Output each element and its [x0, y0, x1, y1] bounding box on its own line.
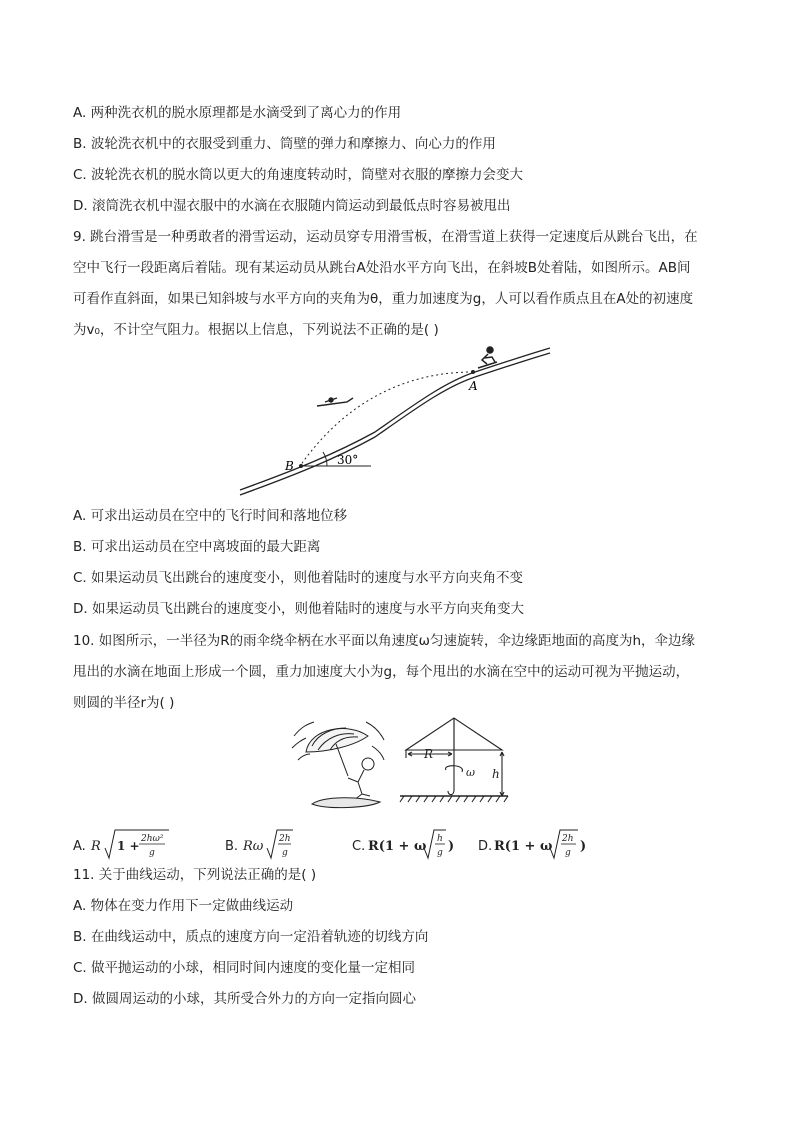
q10-stem-line-1: 10. 如图所示，一半径为R的雨伞绕伞柄在水平面以角速度ω匀速旋转，伞边缘距地面的高度为h，伞边缘 — [73, 633, 696, 649]
q10-option-a-inner: 1 + — [117, 839, 140, 853]
q11-option-d: D. 做圆周运动的小球，其所受合外力的方向一定指向圆心 — [73, 991, 416, 1007]
q10-umbrella-cartoon — [288, 716, 393, 814]
q10-option-a — [73, 828, 213, 864]
q10-option-c-close: ) — [448, 839, 455, 854]
q10-option-c — [352, 828, 462, 864]
q10-option-c-base: R(1 + ω — [368, 839, 427, 854]
label-a: A — [469, 379, 478, 393]
q10-stem-line-2: 甩出的水滴在地面上形成一个圆，重力加速度大小为g，每个甩出的水滴在空中的运动可视为平抛运动， — [73, 664, 690, 680]
q10-option-a-num: 2hω² — [141, 834, 164, 844]
q10-option-b — [225, 828, 315, 864]
label-r: R — [424, 747, 434, 761]
q11-stem: 11. 关于曲线运动，下列说法正确的是( ) — [73, 867, 317, 883]
q8-option-a: A. 两种洗衣机的脱水原理都是水滴受到了离心力的作用 — [73, 105, 402, 121]
q9-stem-line-2: 空中飞行一段距离后着陆。现有某运动员从跳台A处沿水平方向飞出，在斜坡B处着陆，如图所示。AB间 — [73, 260, 691, 276]
q9-stem-line-1: 9. 跳台滑雪是一种勇敢者的滑雪运动，运动员穿专用滑雪板，在滑雪道上获得一定速度后从跳台飞出，在 — [73, 229, 698, 245]
q10-option-b-base: Rω — [243, 839, 264, 854]
q10-option-d — [478, 828, 598, 864]
angle-label: 30° — [337, 453, 359, 467]
handle-hook — [448, 790, 454, 795]
point-a-dot — [471, 370, 475, 374]
label-b: B — [285, 459, 294, 473]
q10-umbrella-diagram — [398, 714, 510, 804]
q10-option-c-prefix: C. — [352, 839, 366, 854]
q9-option-a: A. 可求出运动员在空中的飞行时间和落地位移 — [73, 508, 348, 524]
q10-option-a-base: R — [91, 839, 101, 854]
q10-option-b-num: 2h — [279, 834, 291, 844]
q10-option-c-den: g — [437, 848, 443, 858]
q10-stem-line-3: 则圆的半径r为( ) — [73, 695, 175, 711]
q11-option-c: C. 做平抛运动的小球，相同时间内速度的变化量一定相同 — [73, 960, 416, 976]
q9-option-c: C. 如果运动员飞出跳台的速度变小，则他着陆时的速度与水平方向夹角不变 — [73, 570, 524, 586]
q10-option-a-prefix: A. — [73, 839, 86, 854]
q11-option-a: A. 物体在变力作用下一定做曲线运动 — [73, 898, 294, 914]
q9-stem-line-3: 可看作直斜面，如果已知斜坡与水平方向的夹角为θ，重力加速度为g，人可以看作质点且在A处的初速度 — [73, 291, 694, 307]
q10-option-b-prefix: B. — [225, 839, 239, 854]
point-b-dot — [299, 464, 303, 468]
trajectory-dashed — [300, 372, 473, 466]
flying-skier-icon — [317, 398, 353, 406]
q8-option-b: B. 波轮洗衣机中的衣服受到重力、筒壁的弹力和摩擦力、向心力的作用 — [73, 136, 496, 152]
ground-hatch — [400, 796, 508, 802]
q9-ski-jump-figure — [235, 342, 555, 502]
q9-stem-line-4: 为v₀，不计空气阻力。根据以上信息，下列说法不正确的是( ) — [73, 322, 439, 338]
q9-option-b: B. 可求出运动员在空中离坡面的最大距离 — [73, 539, 321, 555]
label-omega: ω — [466, 766, 475, 779]
q10-option-b-den: g — [282, 848, 288, 858]
q10-option-d-num: 2h — [562, 834, 574, 844]
q11-option-b: B. 在曲线运动中，质点的速度方向一定沿着轨迹的切线方向 — [73, 929, 429, 945]
q10-option-d-close: ) — [580, 839, 587, 854]
q10-option-a-den: g — [149, 848, 155, 858]
slope-line-lower — [240, 353, 550, 495]
q10-option-d-base: R(1 + ω — [494, 839, 553, 854]
q10-option-d-den: g — [565, 848, 571, 858]
label-h: h — [492, 767, 500, 781]
q10-option-d-prefix: D. — [478, 839, 493, 854]
skier-icon — [478, 347, 497, 368]
q9-option-d: D. 如果运动员飞出跳台的速度变小，则他着陆时的速度与水平方向夹角变大 — [73, 601, 524, 617]
q8-option-c: C. 波轮洗衣机的脱水筒以更大的角速度转动时，筒壁对衣服的摩擦力会变大 — [73, 167, 524, 183]
q10-option-c-num: h — [437, 834, 443, 844]
angle-arc — [323, 452, 327, 466]
q8-option-d: D. 滚筒洗衣机中湿衣服中的水滴在衣服随内筒运动到最低点时容易被甩出 — [73, 198, 511, 214]
